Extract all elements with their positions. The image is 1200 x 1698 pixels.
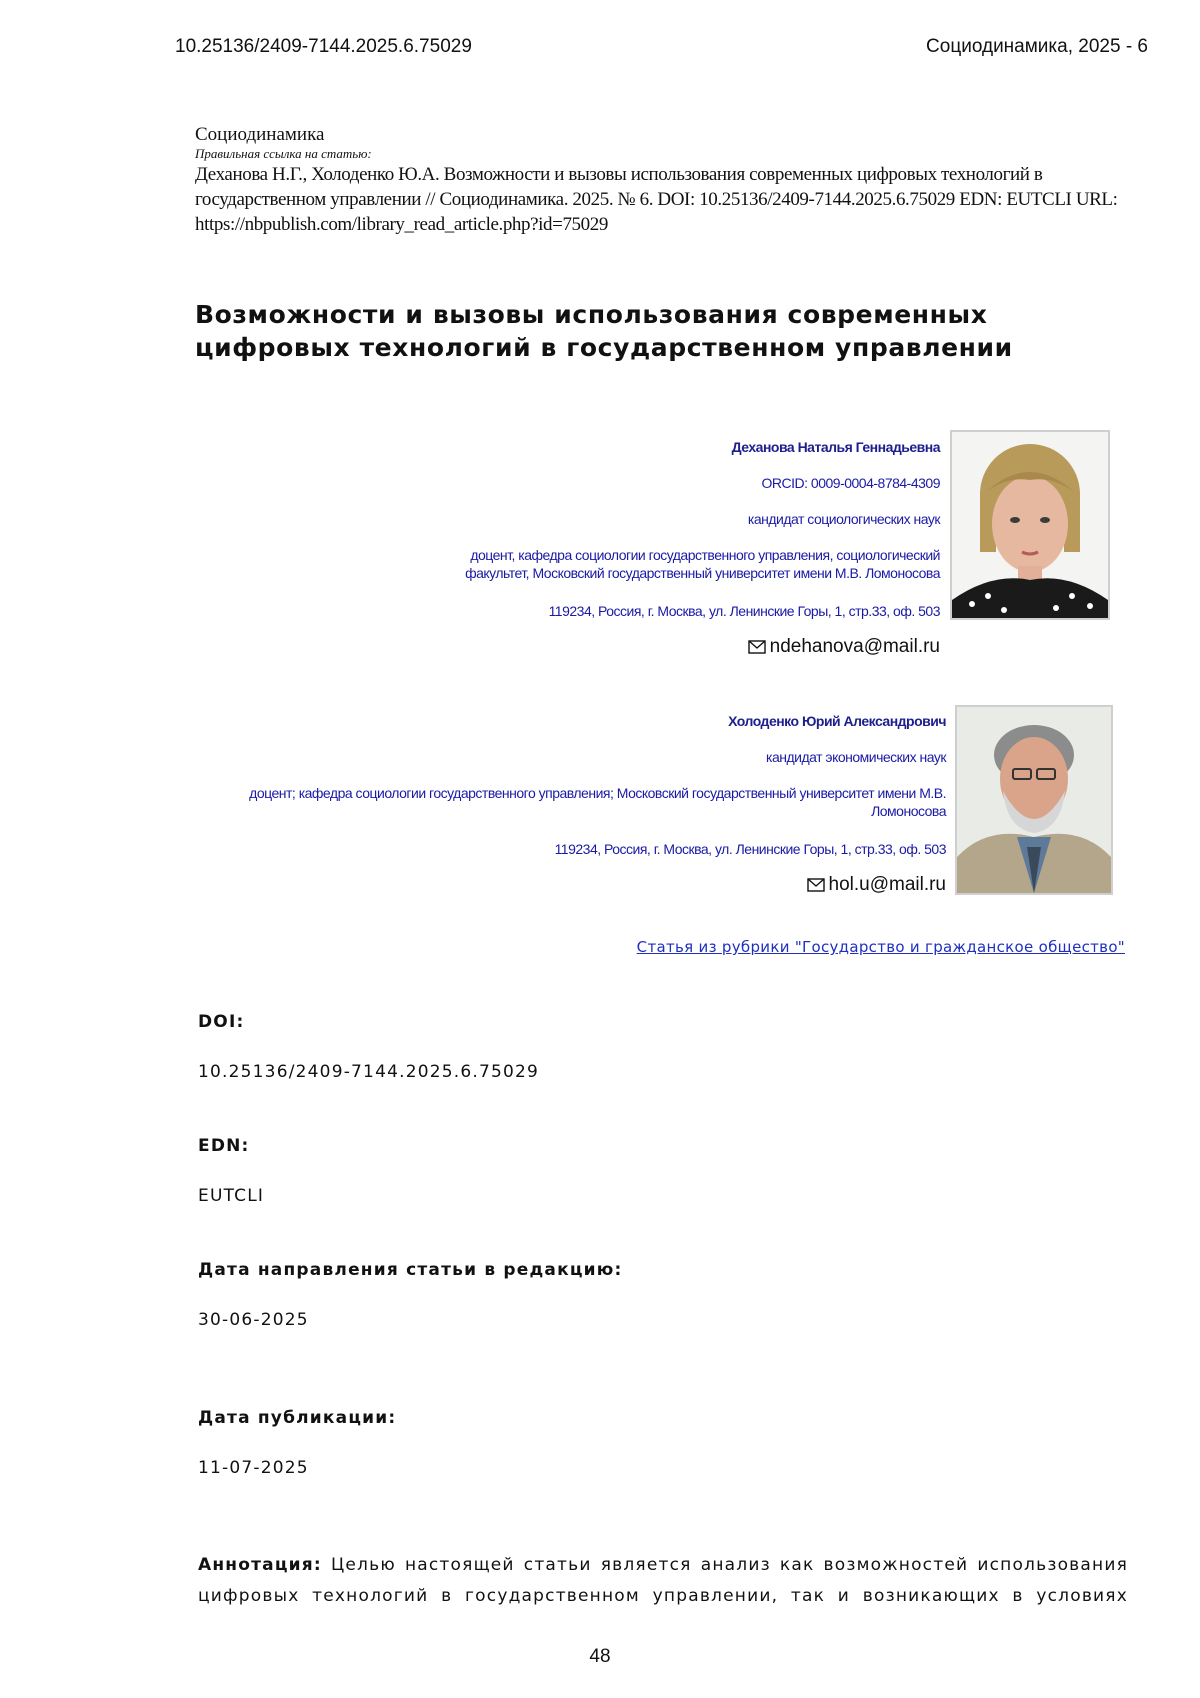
author-email-row[interactable] [180, 636, 940, 658]
author-name[interactable]: Холоденко Юрий Александрович [728, 713, 946, 729]
author-name[interactable]: Деханова Наталья Геннадьевна [731, 439, 940, 455]
page-number: 48 [589, 1646, 611, 1667]
running-header-journal: Социодинамика, 2025 - 6 [926, 36, 1148, 57]
author-email[interactable]: hol.u@mail.ru [828, 874, 946, 895]
author-degree: кандидат социологических наук [747, 511, 940, 527]
submitted-date-label: Дата направления статьи в редакцию: [198, 1260, 623, 1280]
citation-block [195, 124, 1145, 237]
author-position: доцент, кафедра социологии государственного управления, социологический факультет, Московский государственный университет имени М.В. Ломоносова [465, 547, 940, 581]
citation-journal: Социодинамика [195, 124, 325, 145]
doi-value: 10.25136/2409-7144.2025.6.75029 [198, 1062, 540, 1082]
doi-label: DOI: [198, 1012, 245, 1032]
abstract [198, 1550, 1128, 1612]
author-card-1 [200, 430, 940, 670]
author-photo-1 [950, 430, 1110, 620]
envelope-icon [748, 640, 766, 654]
submitted-date-value: 30-06-2025 [198, 1310, 309, 1330]
rubric-link[interactable]: Статья из рубрики "Государство и гражданское общество" [636, 938, 1125, 956]
author-email[interactable]: ndehanova@mail.ru [769, 636, 940, 657]
author-orcid[interactable]: ORCID: 0009-0004-8784-4309 [761, 475, 940, 491]
abstract-text: Целью настоящей статьи является анализ как возможностей использования цифровых технологий в государственном управлении, так и возникающих в условиях [198, 1555, 1128, 1606]
published-date-value: 11-07-2025 [198, 1458, 309, 1478]
abstract-label: Аннотация: [198, 1555, 322, 1575]
published-date-label: Дата публикации: [198, 1408, 397, 1428]
author-photo-2 [955, 705, 1113, 895]
running-header-doi: 10.25136/2409-7144.2025.6.75029 [175, 36, 472, 57]
edn-label: EDN: [198, 1136, 250, 1156]
citation-label: Правильная ссылка на статью: [195, 146, 372, 161]
edn-value: EUTCLI [198, 1186, 265, 1206]
author-email-row[interactable] [186, 874, 946, 896]
portrait-woman-image [952, 432, 1108, 618]
envelope-icon [807, 878, 825, 892]
author-address: 119234, Россия, г. Москва, ул. Ленинские Горы, 1, стр.33, оф. 503 [554, 841, 946, 857]
article-title: Возможности и вызовы использования современных цифровых технологий в государственном управлении [195, 300, 1013, 362]
author-card-2 [200, 710, 946, 910]
portrait-man-image [957, 707, 1111, 893]
author-degree: кандидат экономических наук [766, 749, 946, 765]
author-address: 119234, Россия, г. Москва, ул. Ленинские Горы, 1, стр.33, оф. 503 [548, 603, 940, 619]
author-position: доцент; кафедра социологии государственного управления; Московский государственный университет имени М.В. Ломоносова [249, 785, 946, 819]
citation-text: Деханова Н.Г., Холоденко Ю.А. Возможности и вызовы использования современных цифровых технологий в государственном управлении // Социодинамика. 2025. № 6. DOI: 10.25136/2409-7144.2025.6.75029 EDN: EUTCLI URL: https://nbpublish.com/library_read_article.php?id=75029 [195, 164, 1118, 235]
